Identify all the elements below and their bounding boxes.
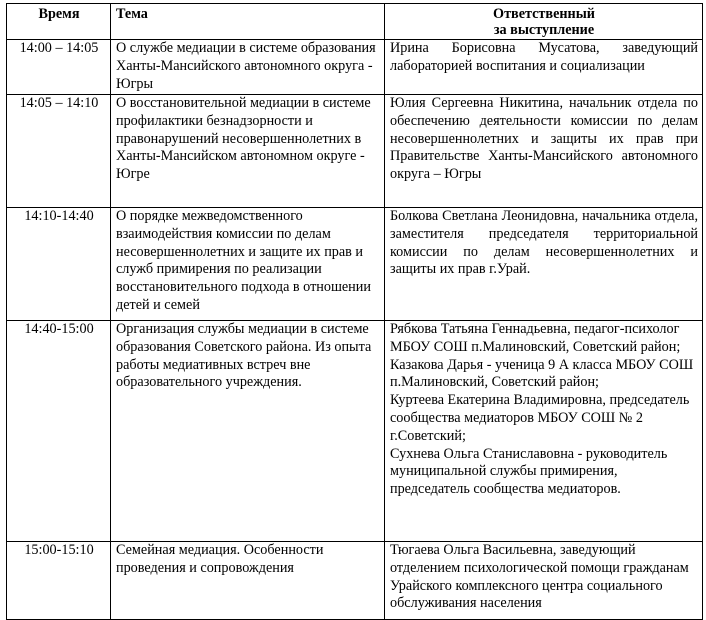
row-time: 14:10-14:40 (7, 208, 111, 321)
responsible-entry: Куртеева Екатерина Владимировна, председатель сообщества медиаторов МБОУ СОШ № 2 г.Советский; (390, 392, 690, 444)
row-time: 14:05 – 14:10 (7, 95, 111, 208)
row-time: 14:40-15:00 (7, 321, 111, 542)
header-responsible-line2: за выступление (493, 22, 595, 39)
row-responsible (385, 40, 703, 95)
responsible-entry: Рябкова Татьяна Геннадьевна, педагог-психолог МБОУ СОШ п.Малиновский, Советский район; (390, 321, 681, 355)
responsible-entry: Сухнева Ольга Станиславовна - руководитель муниципальной службы примирения, председатель сообщества медиаторов. (390, 445, 668, 498)
row-responsible (385, 321, 703, 542)
row-topic: О порядке межведомственного взаимодействия комиссии по делам несовершеннолетних и защите их прав и служб примирения по реализации восстановительного подхода в отношении детей и семей (111, 208, 385, 321)
header-topic: Тема (111, 4, 385, 40)
row-time: 14:00 – 14:05 (7, 40, 111, 95)
row-topic: О восстановительной медиации в системе профилактики безнадзорности и правонарушений несовершеннолетних в Ханты-Мансийском автономном округе - Югре (111, 95, 385, 208)
header-row (7, 4, 703, 40)
header-responsible-line1: Ответственный (493, 6, 595, 22)
table-row (7, 208, 703, 321)
row-responsible (385, 208, 703, 321)
program-table (6, 3, 703, 620)
responsible-entry: Тюгаева Ольга Васильевна, заведующий отделением психологической помощи гражданам Урайского комплексного центра социального обслуживания населения (390, 542, 689, 612)
table-row (7, 40, 703, 95)
responsible-entry: Юлия Сергеевна Никитина, начальник отдела по обеспечению деятельности комиссии по делам несовершеннолетних и защиты их прав при Правительстве Ханты-Мансийского автономного округа – Югры (390, 95, 698, 183)
row-responsible (385, 542, 703, 620)
row-responsible (385, 95, 703, 208)
row-topic: Организация службы медиации в системе образования Советского района. Из опыта работы медиативных встреч вне образовательного учреждения. (111, 321, 385, 542)
row-topic: Семейная медиация. Особенности проведения и сопровождения (111, 542, 385, 620)
table-row (7, 95, 703, 208)
responsible-entry: Казакова Дарья - ученица 9 А класса МБОУ СОШ п.Малиновский, Советский район; (390, 356, 694, 391)
header-responsible (385, 4, 703, 40)
header-time: Время (7, 4, 111, 40)
row-topic: О службе медиации в системе образования Ханты-Мансийского автономного округа - Югры (111, 40, 385, 95)
row-time: 15:00-15:10 (7, 542, 111, 620)
responsible-entry: Ирина Борисовна Мусатова, заведующий лабораторией воспитания и социализации (390, 40, 698, 74)
table-row (7, 321, 703, 542)
responsible-entry: Болкова Светлана Леонидовна, начальника отдела, заместителя председателя территориальной комиссии по делам несовершеннолетних и защиты их прав г.Урай. (390, 208, 698, 278)
table-row (7, 542, 703, 620)
